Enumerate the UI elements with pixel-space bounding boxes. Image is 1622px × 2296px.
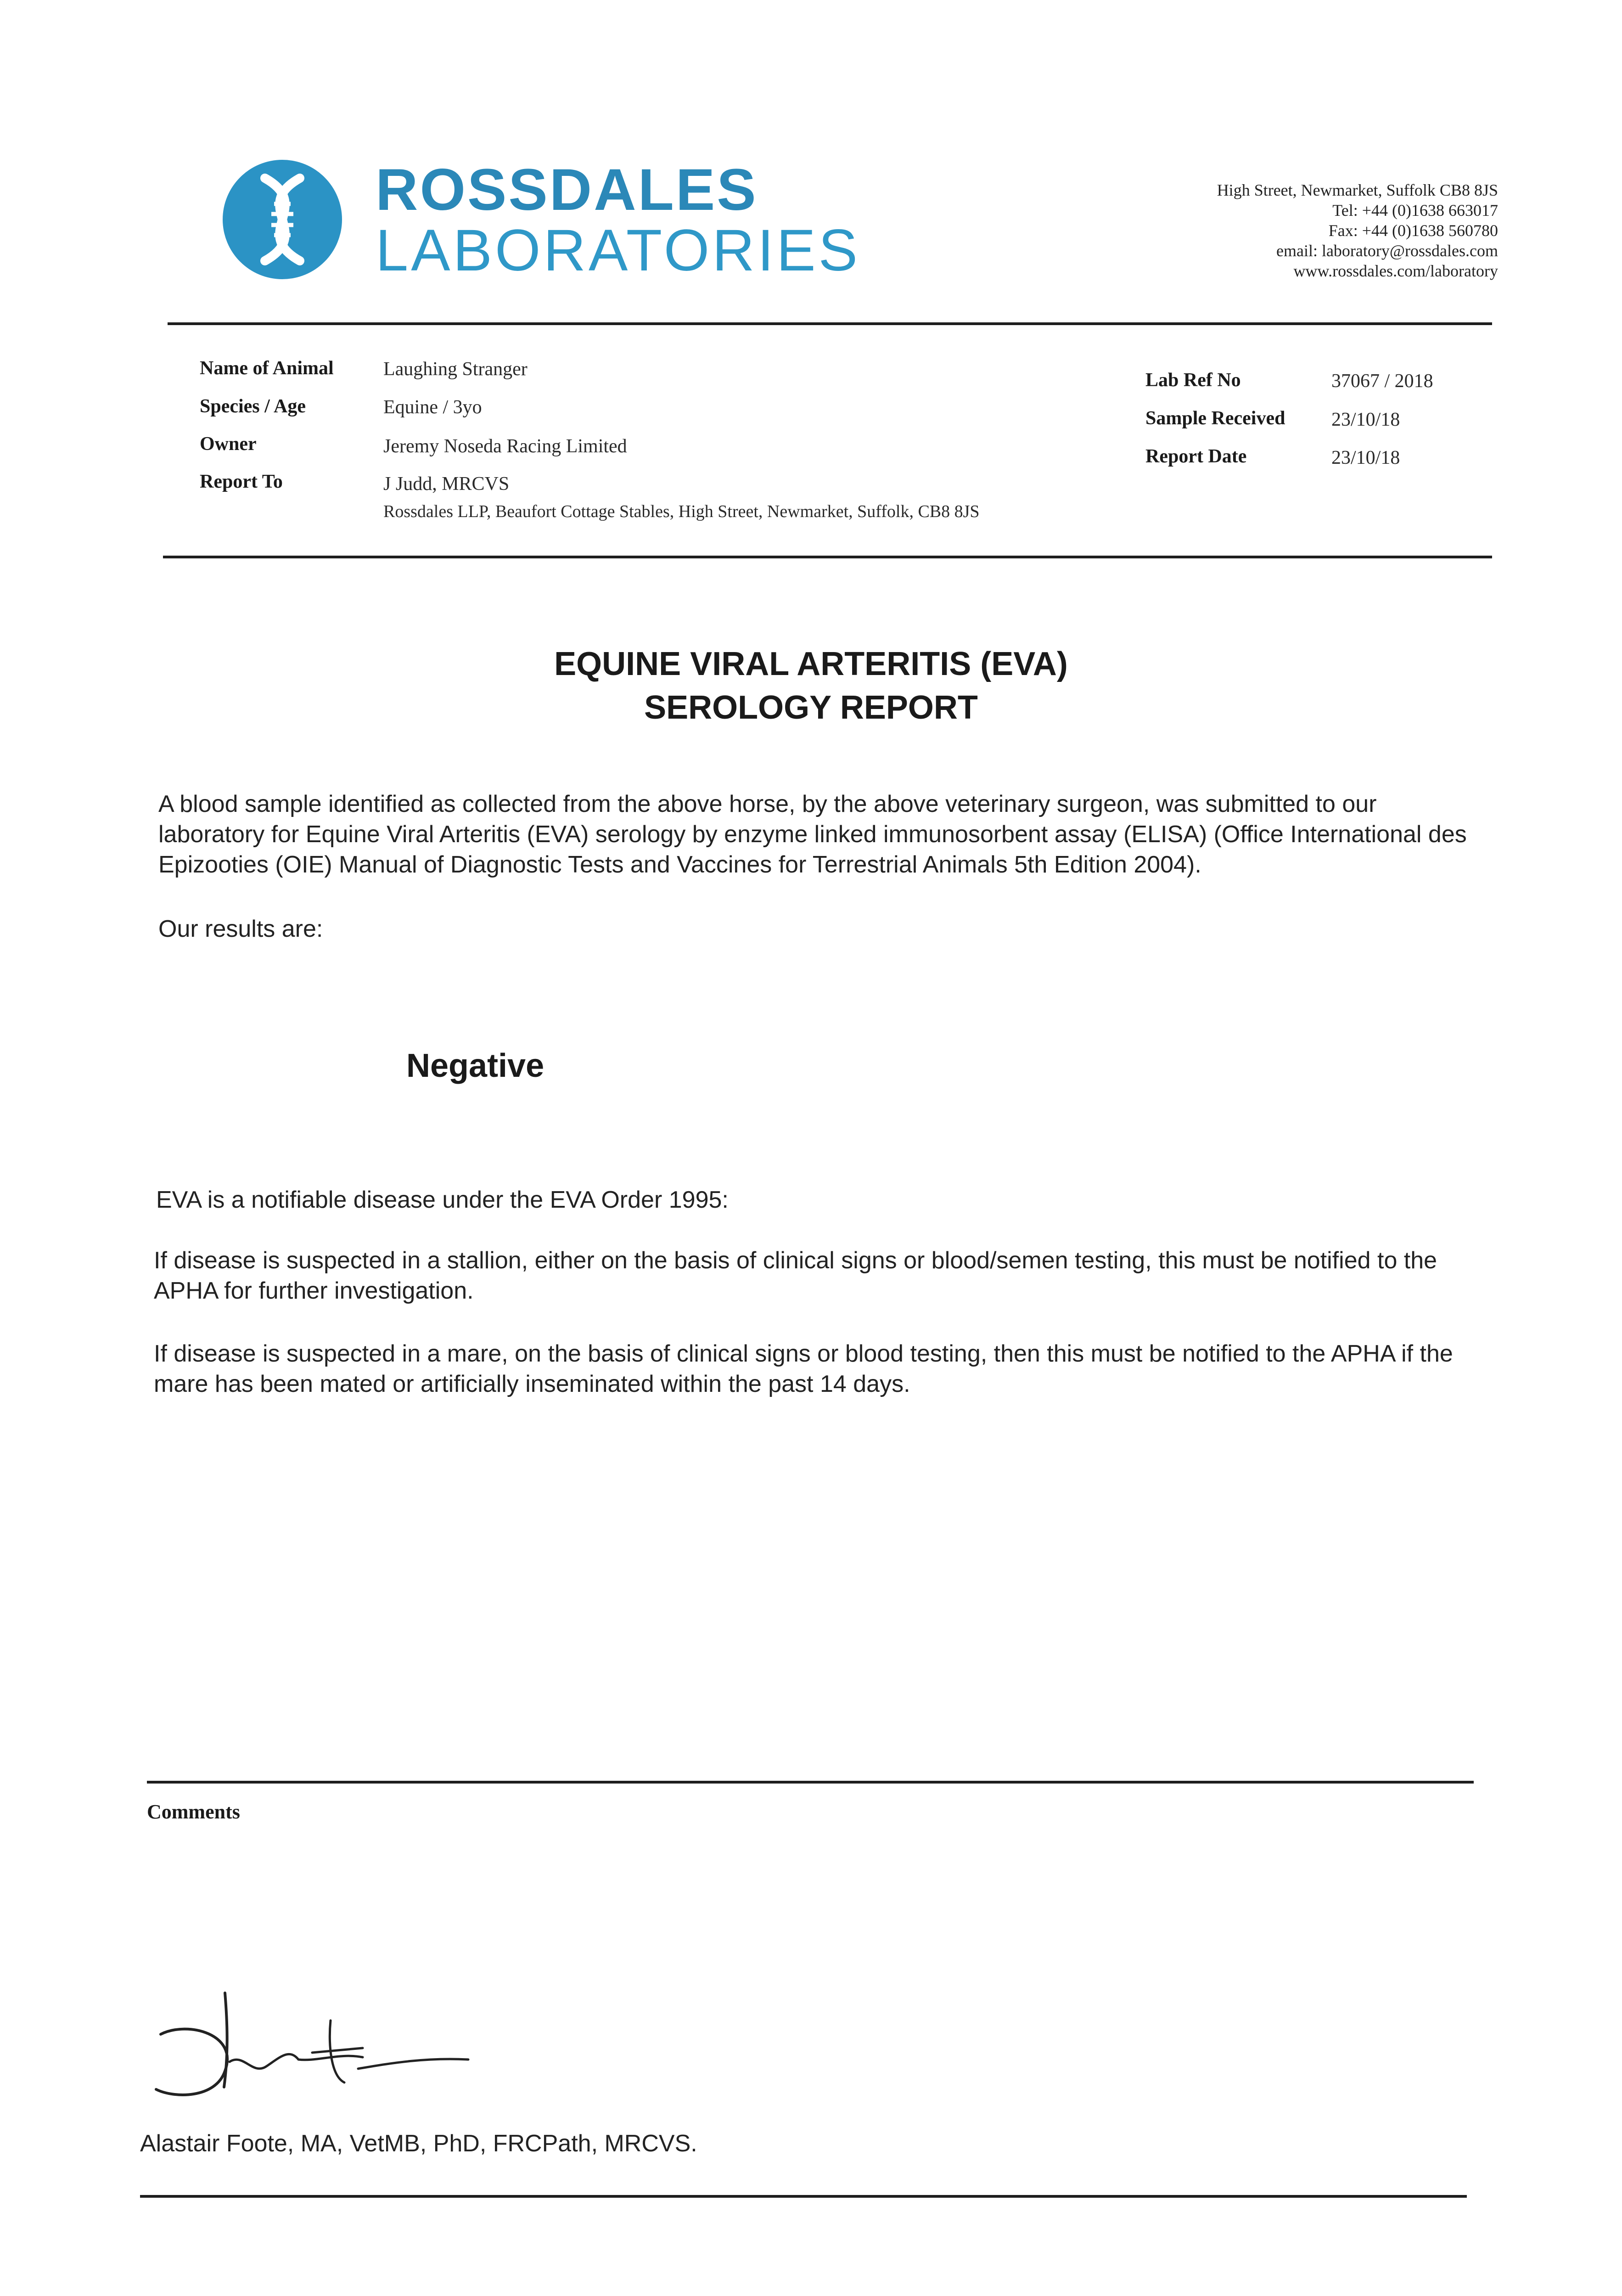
brand-name-line1: ROSSDALES (376, 157, 758, 223)
owner-value: Jeremy Noseda Racing Limited (383, 436, 627, 457)
address-website: www.rossdales.com/laboratory (1293, 262, 1498, 280)
lab-ref-label: Lab Ref No (1145, 370, 1241, 391)
report-to-name: J Judd, MRCVS (383, 473, 510, 495)
report-to-address: Rossdales LLP, Beaufort Cottage Stables, High Street, Newmarket, Suffolk, CB8 8JS (383, 502, 980, 521)
comments-label: Comments (147, 1801, 240, 1823)
brand-name-line2: LABORATORIES (376, 218, 860, 283)
results-intro: Our results are: (158, 916, 323, 942)
mare-paragraph: If disease is suspected in a mare, on the basis of clinical signs or blood testing, then this must be notified to the APHA if the mare has been mated or artificially inseminated within the past 14 days. (154, 1340, 1453, 1397)
address-fax: Fax: +44 (0)1638 560780 (1328, 221, 1498, 240)
lab-address (1217, 180, 1498, 281)
dna-helix-icon (223, 160, 342, 279)
name-of-animal-value: Laughing Stranger (383, 359, 528, 380)
signatory-name: Alastair Foote, MA, VetMB, PhD, FRCPath, MRCVS. (140, 2130, 697, 2157)
report-to-label: Report To (200, 471, 283, 492)
report-title-line2: SEROLOGY REPORT (644, 689, 978, 726)
owner-label: Owner (200, 433, 257, 455)
report-date-label: Report Date (1145, 446, 1247, 467)
test-result: Negative (406, 1047, 544, 1084)
handwritten-signature (147, 1984, 496, 2112)
sample-received-label: Sample Received (1145, 408, 1285, 429)
footer-divider (140, 2195, 1467, 2198)
notifiable-notice: EVA is a notifiable disease under the EVA Order 1995: (156, 1187, 729, 1213)
comments-divider (147, 1781, 1474, 1784)
address-email: email: laboratory@rossdales.com (1276, 242, 1498, 260)
species-age-label: Species / Age (200, 396, 306, 417)
header-divider (168, 322, 1492, 325)
info-divider (163, 556, 1492, 558)
address-tel: Tel: +44 (0)1638 663017 (1332, 201, 1498, 219)
intro-paragraph: A blood sample identified as collected from the above horse, by the above veterinary surgeon, was submitted to our laboratory for Equine Viral Arteritis (EVA) serology by enzyme linked immunosorbent assay (ELISA) (Office International des Epizooties (OIE) Manual of Diagnostic Tests and Vaccines for Terrestrial Animals 5th Edition 2004). (158, 791, 1467, 878)
report-date-value: 23/10/18 (1331, 447, 1400, 468)
stallion-paragraph: If disease is suspected in a stallion, either on the basis of clinical signs or blood/semen testing, this must be notified to the APHA for further investigation. (154, 1247, 1437, 1304)
species-age-value: Equine / 3yo (383, 397, 482, 418)
name-of-animal-label: Name of Animal (200, 358, 334, 379)
report-title-line1: EQUINE VIRAL ARTERITIS (EVA) (554, 646, 1068, 682)
lab-ref-value: 37067 / 2018 (1331, 371, 1433, 392)
address-street: High Street, Newmarket, Suffolk CB8 8JS (1217, 181, 1498, 199)
sample-received-value: 23/10/18 (1331, 409, 1400, 430)
